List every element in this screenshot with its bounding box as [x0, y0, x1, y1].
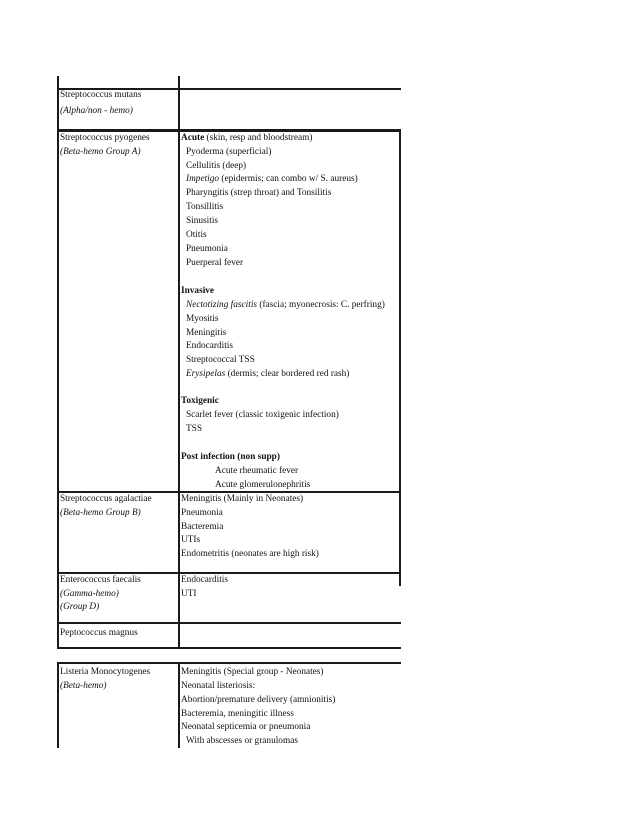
- disease-item: Acute rheumatic fever: [215, 466, 299, 476]
- column-divider: [57, 76, 59, 647]
- disease-item: Pyoderma (superficial): [186, 147, 272, 157]
- disease-item: Neonatal septicemia or pneumonia: [181, 722, 311, 732]
- disease-item: Meningitis (Special group - Neonates): [181, 667, 324, 677]
- disease-item: Myositis: [186, 314, 219, 324]
- disease-item: UTI: [181, 589, 197, 599]
- section-heading: Post infection (non supp): [181, 452, 280, 462]
- section-heading: Toxigenic: [181, 396, 219, 406]
- disease-item: Bacteremia, meningitic illness: [181, 709, 294, 719]
- disease-item: TSS: [186, 424, 203, 434]
- disease-item: Scarlet fever (classic toxigenic infection): [186, 410, 339, 420]
- section-heading-note: (skin, resp and bloodstream): [204, 133, 313, 143]
- disease-item: [186, 300, 385, 311]
- disease-item: Endometritis (neonates are high risk): [181, 549, 319, 559]
- column-divider: [178, 662, 180, 748]
- disease-item: Neonatal listeriosis:: [181, 681, 256, 691]
- organism-subtype: (Beta-hemo Group B): [60, 508, 141, 518]
- organism-name: Streptococcus agalactiae: [60, 494, 152, 504]
- section-heading: [181, 133, 312, 144]
- disease-item: Endocarditis: [181, 575, 228, 585]
- disease-item-note: (fascia; myonecrosis: C. perfring): [257, 300, 385, 310]
- rule-peptococcus-bottom: [57, 647, 401, 649]
- organism-subtype: (Alpha/non - hemo): [60, 106, 133, 116]
- disease-item: With abscesses or granulomas: [186, 736, 298, 746]
- organism-name: Peptococcus magnus: [60, 628, 138, 638]
- section-heading: Invasive: [181, 286, 215, 296]
- disease-item: Tonsillitis: [186, 202, 224, 212]
- organism-name: Streptococcus pyogenes: [60, 133, 150, 143]
- disease-item: Pneumonia: [181, 508, 223, 518]
- disease-item-name: Nectotizing fascitis: [186, 300, 258, 310]
- rule-agalactiae-bottom: [57, 572, 401, 574]
- rule-listeria-top: [57, 662, 401, 664]
- organism-subtype: (Group D): [60, 602, 100, 612]
- disease-item: Meningitis: [186, 328, 227, 338]
- section-heading-label: Acute: [181, 133, 205, 143]
- rule-faecalis-bottom: [57, 622, 401, 624]
- organism-subtype: (Beta-hemo Group A): [60, 147, 141, 157]
- disease-item-note: (epidermis; can combo w/ S. aureus): [219, 174, 358, 184]
- disease-item: [186, 174, 358, 185]
- organism-subtype: (Gamma-hemo): [60, 589, 119, 599]
- disease-item-name: Impetigo: [186, 174, 220, 184]
- column-divider: [399, 130, 401, 586]
- rule-mutans-bottom: [57, 129, 401, 132]
- disease-item: Pneumonia: [186, 244, 228, 254]
- disease-item-note: (dermis; clear bordered red rash): [225, 369, 350, 379]
- disease-item: Endocarditis: [186, 341, 233, 351]
- disease-item: Puerperal fever: [186, 258, 244, 268]
- disease-item: Abortion/premature delivery (amnionitis): [181, 695, 336, 705]
- disease-item: Pharyngitis (strep throat) and Tonsilitis: [186, 188, 332, 198]
- organism-name: Enterococcus faecalis: [60, 575, 141, 585]
- disease-item: Bacteremia: [181, 522, 224, 532]
- organism-subtype: (Beta-hemo): [60, 681, 107, 691]
- disease-item: [186, 369, 349, 380]
- disease-item: Otitis: [186, 230, 207, 240]
- column-divider: [178, 76, 180, 647]
- rule-pyogenes-bottom: [57, 491, 401, 493]
- disease-item: Cellulitis (deep): [186, 161, 247, 171]
- disease-item: Sinusitis: [186, 216, 219, 226]
- disease-item: UTIs: [181, 535, 201, 545]
- column-divider: [57, 662, 59, 748]
- organism-name: Listeria Monocytogenes: [60, 667, 151, 677]
- disease-item: Streptococcal TSS: [186, 355, 255, 365]
- disease-item: Meningitis (Mainly in Neonates): [181, 494, 304, 504]
- organism-name: Streptococcus mutans: [60, 90, 142, 100]
- disease-item: Acute glomerulonephritis: [215, 480, 311, 490]
- disease-item-name: Erysipelas: [186, 369, 226, 379]
